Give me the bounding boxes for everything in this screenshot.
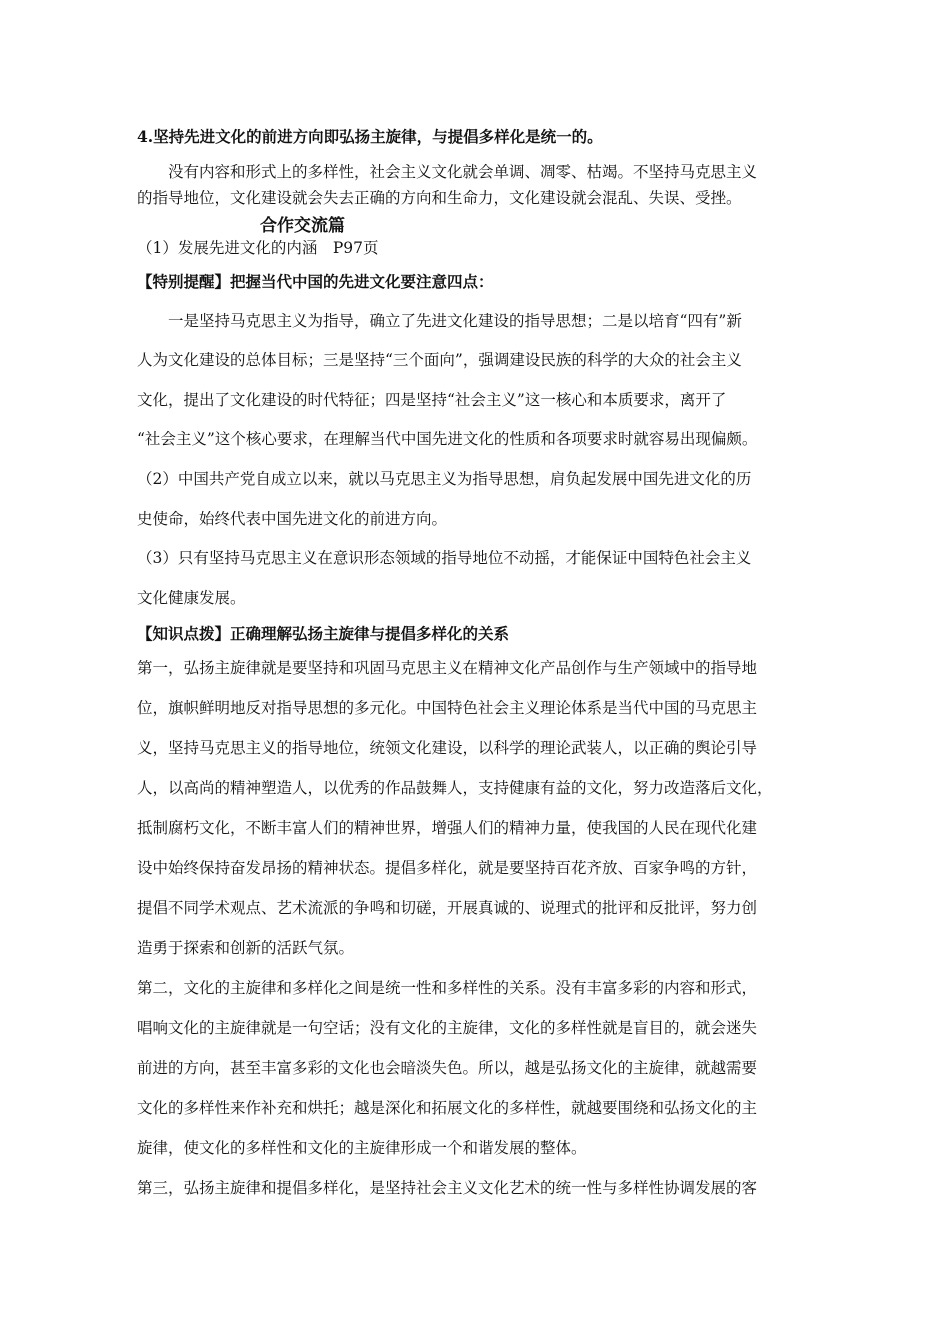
tip-line: 人为文化建设的总体目标；三是坚持“三个面向”，强调建设民族的科学的大众的社会主义 (137, 351, 742, 369)
second-line: 前进的方向，甚至丰富多彩的文化也会暗淡失色。所以，越是弘扬文化的主旋律，就越需要 (137, 1059, 758, 1077)
second-line: 第二，文化的主旋律和多样化之间是统一性和多样性的关系。没有丰富多彩的内容和形式， (137, 979, 758, 997)
knowledge-heading: 【知识点拨】正确理解弘扬主旋律与提倡多样化的关系 (137, 624, 510, 643)
first-line: 第一，弘扬主旋律就是要坚持和巩固马克思主义在精神文化产品创作与生产领域中的指导地 (137, 659, 758, 677)
intro-line: 没有内容和形式上的多样性，社会主义文化就会单调、凋零、枯竭。不坚持马克思主义 (168, 163, 758, 181)
first-line: 义，坚持马克思主义的指导地位，统领文化建设，以科学的理论武装人，以正确的舆论引导 (137, 739, 758, 757)
second-line: 文化的多样性来作补充和烘托；越是深化和拓展文化的多样性，就越要围绕和弘扬文化的主 (137, 1099, 758, 1117)
third-line: 第三，弘扬主旋律和提倡多样化，是坚持社会主义文化艺术的统一性与多样性协调发展的客 (137, 1179, 758, 1197)
item-3-line: （3）只有坚持马克思主义在意识形态领域的指导地位不动摇，才能保证中国特色社会主义 (137, 549, 752, 567)
first-line: 造勇于探索和创新的活跃气氛。 (137, 939, 355, 957)
first-line: 人，以高尚的精神塑造人，以优秀的作品鼓舞人，支持健康有益的文化，努力改造落后文化， (137, 779, 773, 797)
tip-line: 一是坚持马克思主义为指导，确立了先进文化建设的指导思想；二是以培育“四有”新 (168, 312, 742, 330)
item-1: （1）发展先进文化的内涵 P97页 (137, 239, 379, 257)
section-title: 合作交流篇 (260, 216, 345, 236)
second-line: 唱响文化的主旋律就是一句空话；没有文化的主旋律，文化的多样性就是盲目的，就会迷失 (137, 1019, 758, 1037)
tip-line: 文化，提出了文化建设的时代特征；四是坚持“社会主义”这一核心和本质要求，离开了 (137, 391, 727, 409)
first-line: 位，旗帜鲜明地反对指导思想的多元化。中国特色社会主义理论体系是当代中国的马克思主 (137, 699, 758, 717)
item-2-line: （2）中国共产党自成立以来，就以马克思主义为指导思想，肩负起发展中国先进文化的历 (137, 470, 752, 488)
first-line: 抵制腐朽文化，不断丰富人们的精神世界，增强人们的精神力量，使我国的人民在现代化建 (137, 819, 758, 837)
first-line: 提倡不同学术观点、艺术流派的争鸣和切磋，开展真诚的、说理式的批评和反批评，努力创 (137, 899, 758, 917)
item-2-line: 史使命，始终代表中国先进文化的前进方向。 (137, 510, 448, 528)
first-line: 设中始终保持奋发昂扬的精神状态。提倡多样化，就是要坚持百花齐放、百家争鸣的方针， (137, 859, 758, 877)
intro-line: 的指导地位，文化建设就会失去正确的方向和生命力，文化建设就会混乱、失误、受挫。 (137, 189, 742, 207)
heading-4: 4.坚持先进文化的前进方向即弘扬主旋律，与提倡多样化是统一的。 (137, 127, 603, 146)
tip-heading: 【特别提醒】把握当代中国的先进文化要注意四点： (137, 272, 494, 291)
second-line: 旋律，使文化的多样性和文化的主旋律形成一个和谐发展的整体。 (137, 1139, 587, 1157)
tip-line: “社会主义”这个核心要求，在理解当代中国先进文化的性质和各项要求时就容易出现偏颇。 (137, 430, 758, 448)
item-3-line: 文化健康发展。 (137, 589, 246, 607)
